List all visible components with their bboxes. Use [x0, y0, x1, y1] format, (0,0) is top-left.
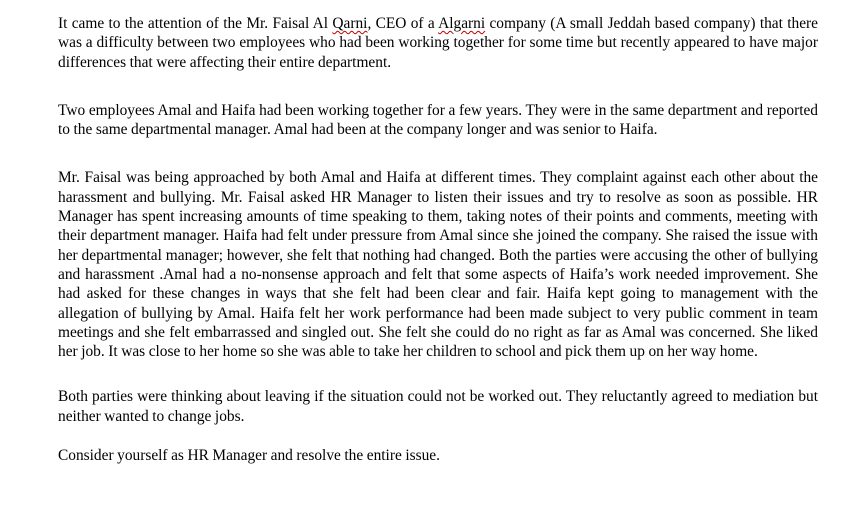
intro-text-end: company (A small Jeddah based company) that there was a difficulty between two employees who had been working together for some time but recently appeared to have major differences that were affecting their entire department. [58, 15, 818, 71]
intro-text-start: It came to the attention of the Mr. Faisal Al [58, 15, 333, 32]
intro-text-mid: , CEO of a [367, 15, 439, 32]
paragraph-employees: Two employees Amal and Haifa had been working together for a few years. They were in the same department and reported to the same departmental manager. Amal had been at the company longer and was senior to Haifa. [58, 101, 818, 139]
misspelled-word-qarni[interactable]: Qarni [332, 15, 368, 32]
paragraph-conflict-details: Mr. Faisal was being approached by both Amal and Haifa at different times. They complaint against each other about the harassment and bullying. Mr. Faisal asked HR Manager to listen their issues and try to resolve as soon as possible. HR Manager has spent increasing amounts of time speaking to them, taking notes of their points and comments, meeting with their department manager. Haifa had felt under pressure from Amal since she joined the company. She raised the issue with her departmental manager; however, she felt that nothing had changed. Both the parties were accusing the other of bullying and harassment .Amal had a no-nonsense approach and felt that some aspects of Haifa’s work needed improvement. She had asked for these changes in ways that she felt had been clear and fair. Haifa kept going to management with the allegation of bullying by Amal. Haifa felt her work performance had been made subject to very public comment in team meetings and she felt embarrassed and singled out. She felt she could do no right as far as Amal was concerned. She liked her job. It was close to her home so she was able to take her children to school and pick them up on her way home. [58, 169, 818, 361]
paragraph-task: Consider yourself as HR Manager and resolve the entire issue. [58, 447, 440, 465]
paragraph-leaving: Both parties were thinking about leaving if the situation could not be worked out. They reluctantly agreed to mediation but neither wanted to change jobs. [58, 388, 818, 425]
document-page [58, 14, 818, 465]
misspelled-word-algarni[interactable]: Algarni [438, 15, 486, 32]
paragraph-intro [58, 14, 818, 72]
